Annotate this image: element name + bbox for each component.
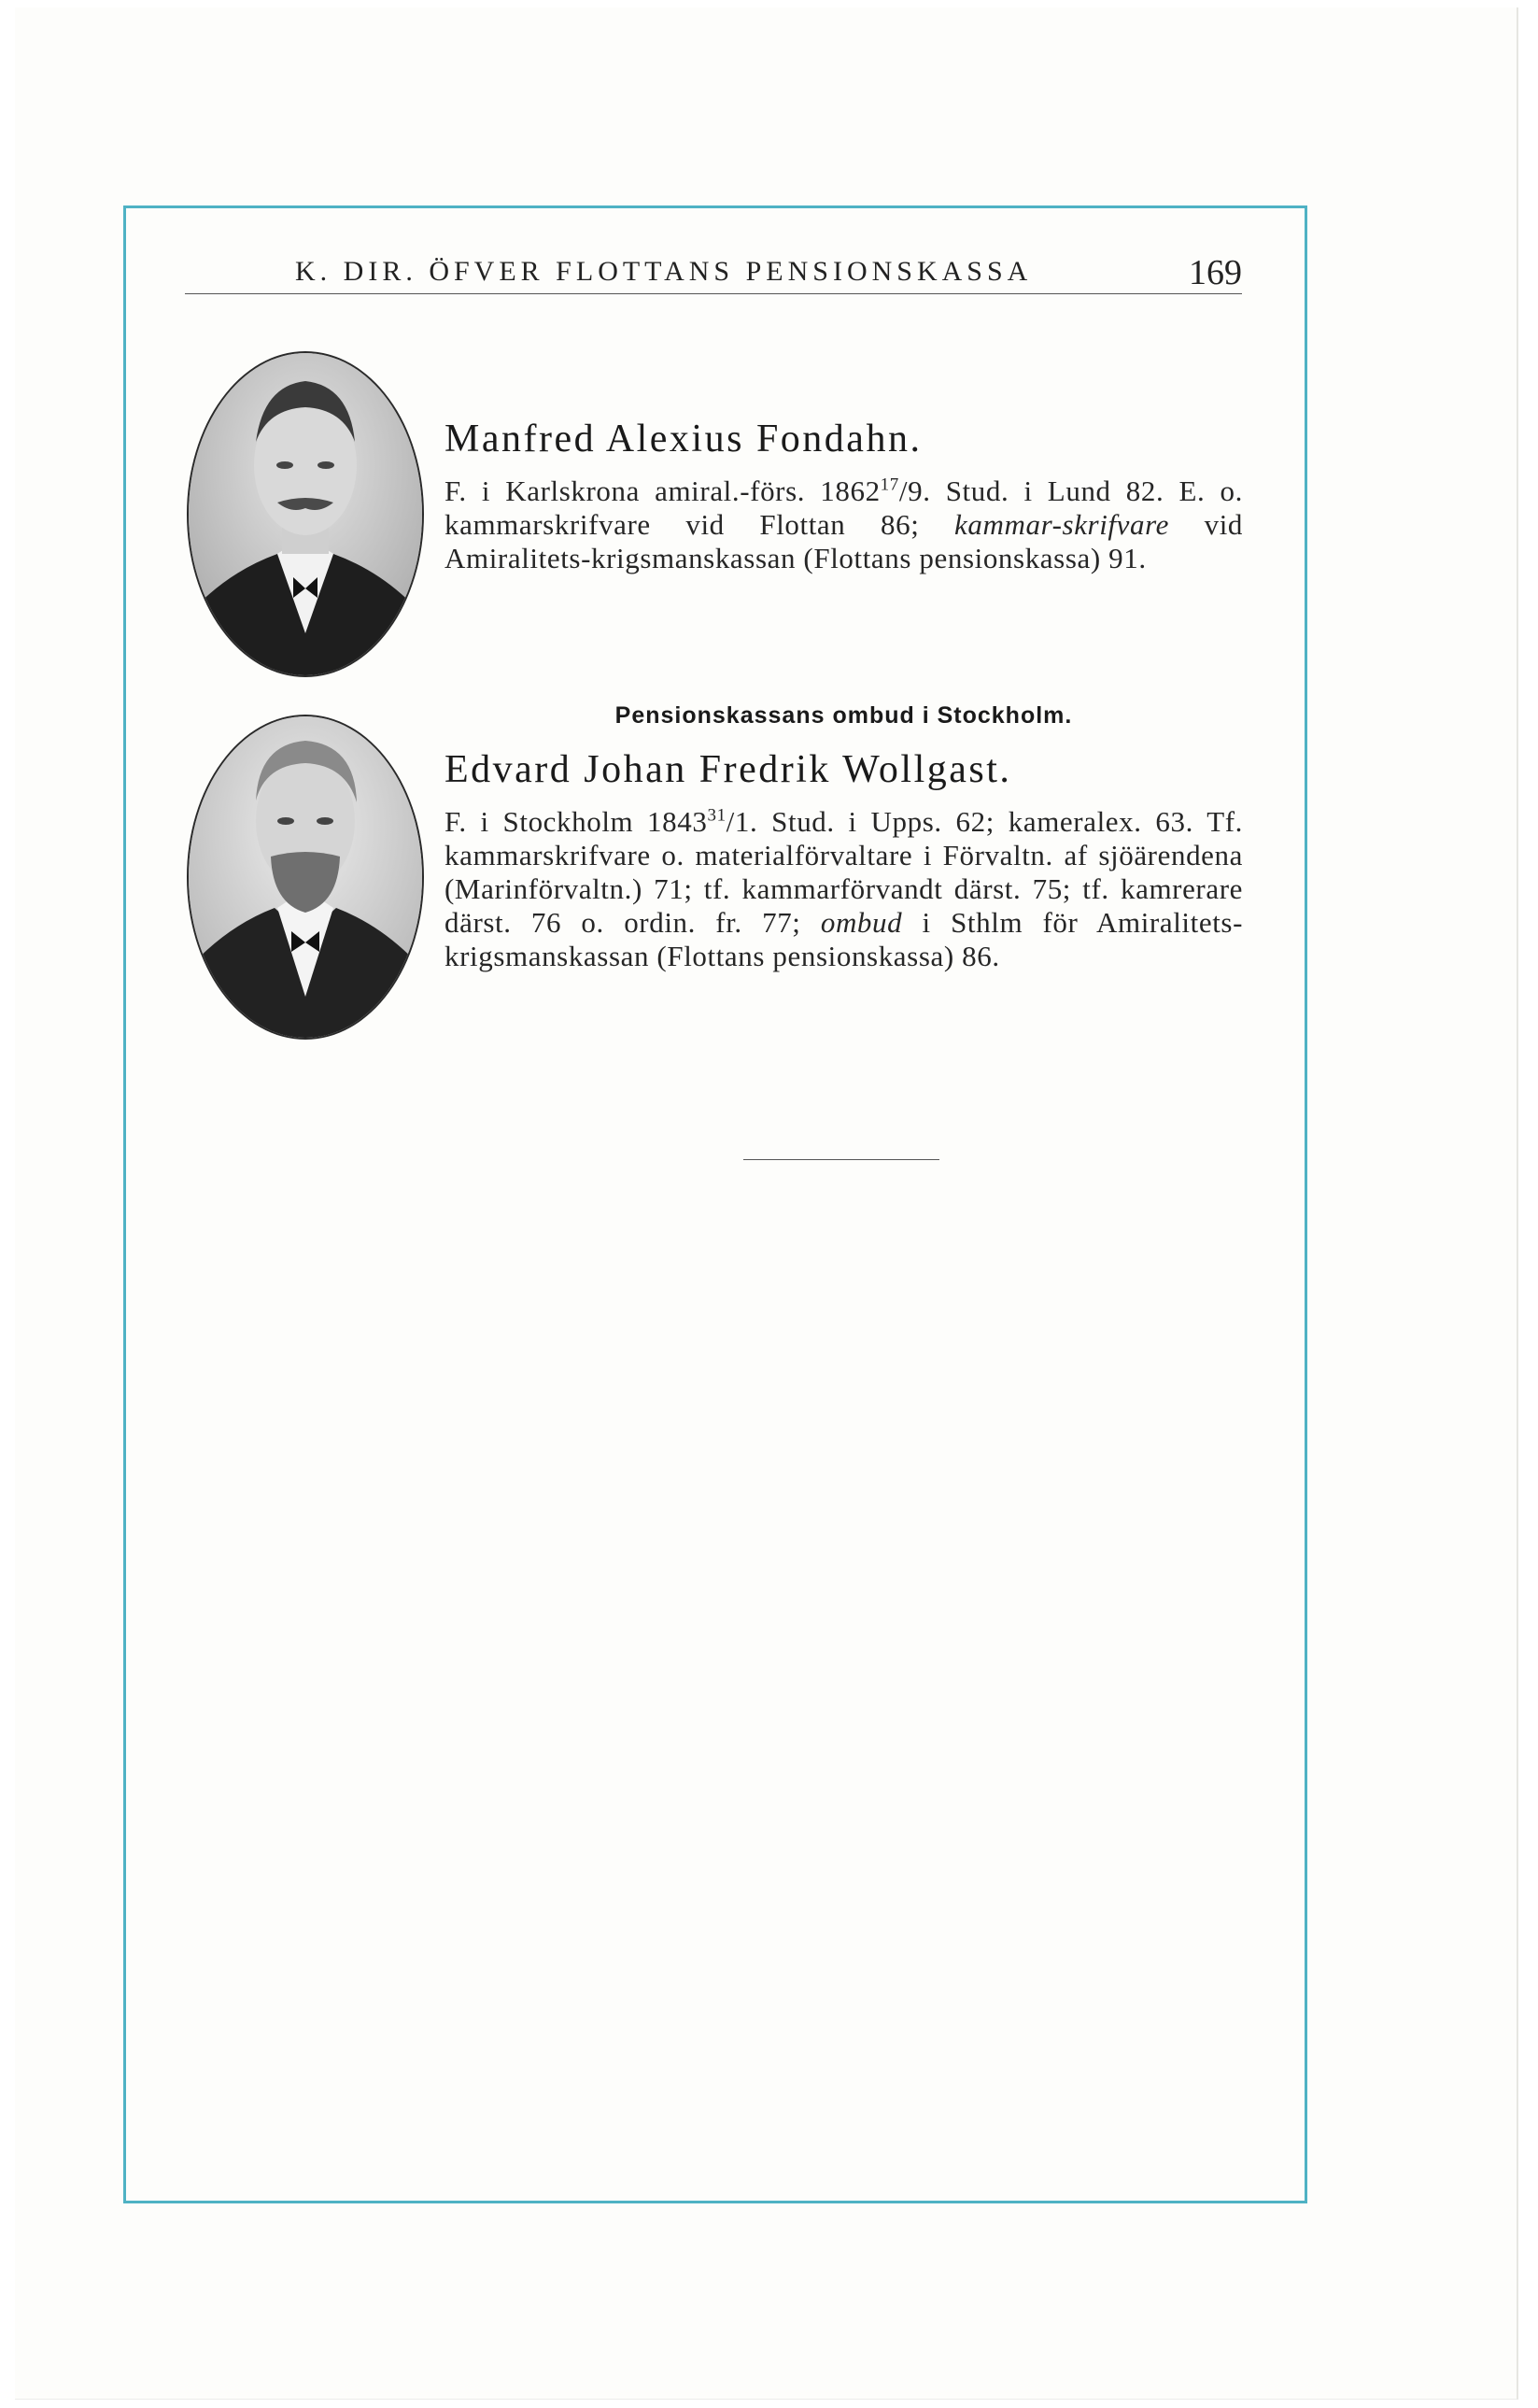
section-heading: Pensionskassans ombud i Stockholm.	[614, 702, 1073, 729]
biography-text: F. i Stockholm 1843$^{31}$/1. Stud. i Upps. 62; kameralex. 63. Tf. kammarskrifvare o. materialförvaltare i Förvaltn. af sjöärendena (Marinförvaltn.) 71; tf. kammarförvandt därst. 75; tf. kamrerare därst. 76 o. ordin. fr. 77; ombud i Sthlm för Amiralitets-krigsmanskassan (Flottans pensionskassa) 86.	[444, 805, 1244, 972]
running-head	[185, 247, 1242, 294]
page-number: 169	[1189, 253, 1242, 292]
person-name: Edvard Johan Fredrik Wollgast.	[444, 748, 1012, 791]
running-head-title: K. DIR. ÖFVER FLOTTANS PENSIONSKASSA	[295, 256, 1033, 287]
person-name: Manfred Alexius Fondahn.	[444, 418, 923, 460]
end-rule	[743, 1159, 939, 1160]
biography-entry-fondahn	[444, 417, 1243, 575]
biography-text: F. i Karlskrona amiral.-förs. 1862$^{17}$/9. Stud. i Lund 82. E. o. kammarskrifvare vid Flottan 86; kammar-skrifvare vid Amiralitets-krigsmanskassan (Flottans pensionskassa) 91.	[444, 475, 1244, 574]
biography-entry-wollgast	[444, 747, 1243, 973]
portrait-photo-wollgast	[187, 715, 424, 1040]
portrait-photo-fondahn	[187, 351, 424, 677]
